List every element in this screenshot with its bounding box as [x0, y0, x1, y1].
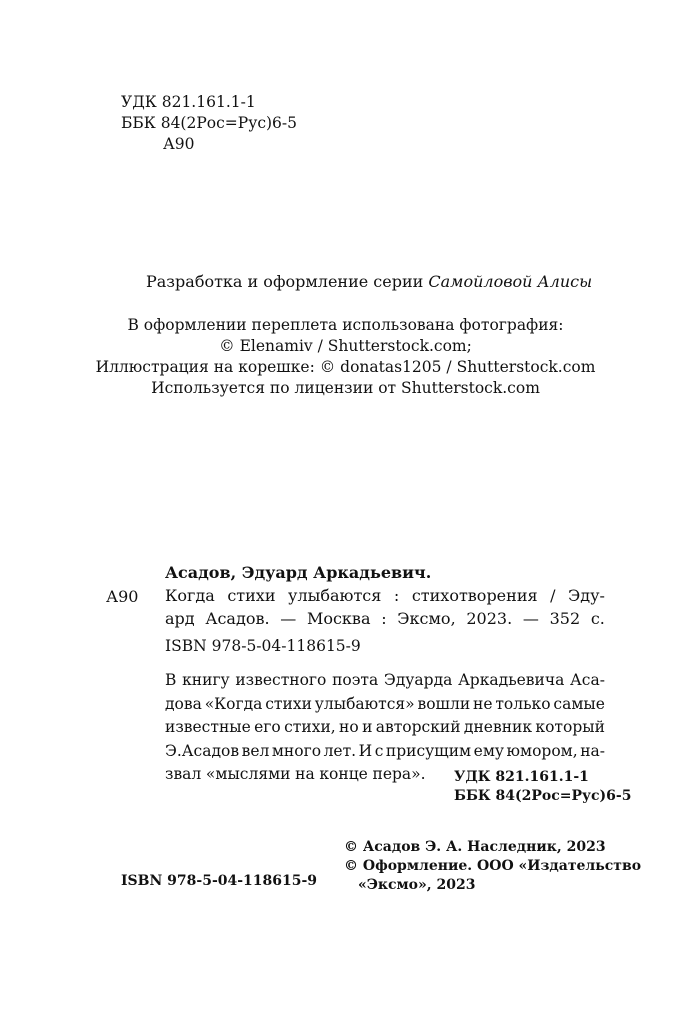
credit-line: В оформлении переплета использована фотография: [127, 316, 564, 334]
copyright-block [344, 838, 641, 895]
word: поэта [332, 671, 379, 689]
title-line [165, 607, 605, 630]
word: улыбаются [288, 586, 382, 605]
word: — [522, 609, 539, 628]
catalog-codes [454, 768, 631, 806]
word: только [495, 694, 551, 713]
word: стихи [265, 694, 312, 713]
word: вошли [417, 694, 471, 713]
series-prefix: Разработка и оформление серии [146, 272, 429, 291]
word: юмором, [506, 741, 578, 760]
word: книгу [182, 671, 230, 689]
word: И [358, 741, 373, 760]
word: дневник [463, 718, 533, 736]
word: Москва [306, 609, 371, 628]
catalog-mark: А90 [106, 587, 139, 606]
annotation-line [165, 669, 605, 693]
word: Эксмо, [397, 609, 456, 628]
word: — [280, 609, 297, 628]
series-design-credit [146, 272, 592, 291]
credit-line: © Elenamiv / Shutterstock.com; [219, 337, 472, 355]
word: его [254, 718, 281, 736]
series-designer: Самойловой Алисы [428, 272, 593, 291]
word: 352 [549, 609, 581, 628]
udk-code: УДК 821.161.1-1 [454, 769, 589, 785]
catalog-author: Асадов, Эдуард Аркадьевич. [165, 563, 432, 582]
catalog-title [165, 584, 605, 630]
word: «Когда [204, 694, 263, 713]
word: ард [165, 609, 195, 628]
word: не [473, 694, 493, 713]
word: самые [553, 694, 605, 713]
word: стихи [227, 586, 276, 605]
word: Э.Асадов [165, 741, 240, 760]
credit-line: Используется по лицензии от Shutterstock.com [151, 379, 540, 397]
word: известного [235, 671, 327, 689]
word: улыбаются» [314, 694, 415, 713]
word: много [271, 741, 322, 760]
image-credits [0, 315, 691, 399]
copyright-line: «Эксмо», 2023 [358, 877, 476, 893]
word: Аса- [570, 671, 605, 689]
title-line [165, 584, 605, 607]
word: Эду- [568, 586, 605, 605]
word: но [339, 718, 359, 736]
word: пера». [372, 765, 426, 783]
annotation-line [165, 740, 605, 764]
word: конце [319, 765, 368, 783]
word: известные [165, 718, 251, 736]
word: присущим [385, 741, 472, 760]
word: Когда [165, 586, 215, 605]
credit-line: Иллюстрация на корешке: © donatas1205 / Shutterstock.com [95, 358, 596, 376]
annotation-line [165, 693, 605, 717]
word: / [550, 586, 556, 605]
word: Эдуарда [383, 671, 453, 689]
word: звал [165, 765, 202, 783]
word: на- [580, 741, 605, 760]
udk-code: УДК 821.161.1-1 [121, 93, 256, 111]
word: на [295, 765, 315, 783]
word: который [535, 718, 605, 736]
word: «мыслями [205, 765, 291, 783]
bbk-code: ББК 84(2Рос=Рус)6-5 [454, 788, 632, 804]
author-mark: А90 [163, 135, 195, 153]
annotation-line [165, 716, 605, 740]
word: 2023. [466, 609, 513, 628]
catalog-isbn: ISBN 978-5-04-118615-9 [165, 637, 361, 655]
word: с. [590, 609, 605, 628]
word: стихи, [284, 718, 336, 736]
word: ему [473, 741, 504, 760]
copyright-line: © Оформление. ООО «Издательство [344, 858, 642, 874]
word: : [381, 609, 387, 628]
word: : [393, 586, 400, 605]
bbk-code: ББК 84(2Рос=Рус)6-5 [121, 114, 298, 132]
word: В [165, 671, 177, 689]
word: стихотворения [411, 586, 538, 605]
word: вел [241, 741, 270, 760]
isbn-bold: ISBN 978-5-04-118615-9 [121, 873, 318, 889]
word: Аркадьевича [458, 671, 565, 689]
copyright-line: © Асадов Э. А. Наследник, 2023 [344, 839, 606, 855]
word: Асадов. [205, 609, 270, 628]
top-classification-codes [121, 92, 297, 155]
word: дова [165, 694, 202, 713]
word: с [374, 741, 384, 760]
word: авторский [375, 718, 461, 736]
word: лет. [323, 741, 357, 760]
word: и [362, 718, 373, 736]
